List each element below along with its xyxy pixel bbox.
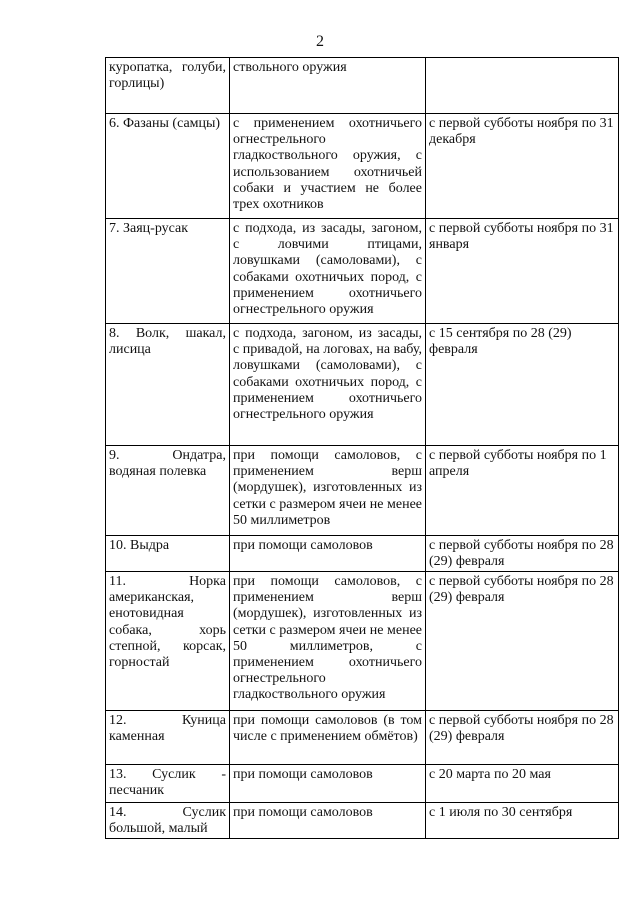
method-cell: с применением охотничьего огнестрельного гладкоствольного оружия, с использованием охотничьей собаки и участием не более трех охотников [230,114,426,219]
table-row [106,114,619,219]
table-row [106,58,619,114]
table-row [106,572,619,711]
table-row [106,536,619,572]
species-cell: 14. Суслик большой, малый [106,803,230,839]
period-cell: с первой субботы ноября по 28 (29) февраля [426,536,619,572]
table-row [106,219,619,324]
species-cell: 9. Ондатра, водяная полевка [106,446,230,536]
method-cell: при помощи самоловов [230,765,426,803]
table-row [106,324,619,446]
method-cell: ствольного оружия [230,58,426,114]
species-cell: 7. Заяц-русак [106,219,230,324]
table-row [106,803,619,839]
period-cell: с 20 марта по 20 мая [426,765,619,803]
method-cell: с подхода, из засады, загоном, с ловчими птицами, ловушками (самоловами), с собаками охотничьих пород, с применением охотничьего огнестрельного оружия [230,219,426,324]
species-cell: куропатка, голуби, горлицы) [106,58,230,114]
table-row [106,765,619,803]
hunting-periods-table [105,57,619,839]
method-cell: при помощи самоловов [230,536,426,572]
method-cell: при помощи самоловов [230,803,426,839]
period-cell: с первой субботы ноября по 31 января [426,219,619,324]
period-cell: с первой субботы ноября по 28 (29) февраля [426,711,619,765]
table-row [106,446,619,536]
species-cell: 10. Выдра [106,536,230,572]
period-cell: с первой субботы ноября по 1 апреля [426,446,619,536]
method-cell: при помощи самоловов (в том числе с применением обмётов) [230,711,426,765]
species-cell: 8. Волк, шакал, лисица [106,324,230,446]
method-cell: при помощи самоловов, с применением верш (мордушек), изготовленных из сетки с размером ячеи не менее 50 миллиметров, с применением охотничьего огнестрельного гладкоствольного оружия [230,572,426,711]
species-cell: 6. Фазаны (самцы) [106,114,230,219]
species-cell: 13. Суслик - песчаник [106,765,230,803]
method-cell: при помощи самоловов, с применением верш (мордушек), изготовленных из сетки с размером ячеи не менее 50 миллиметров [230,446,426,536]
period-cell: с 15 сентября по 28 (29) февраля [426,324,619,446]
period-cell [426,58,619,114]
species-cell: 12. Куница каменная [106,711,230,765]
period-cell: с 1 июля по 30 сентября [426,803,619,839]
species-cell: 11. Норка американская, енотовидная собака, хорь степной, корсак, горностай [106,572,230,711]
method-cell: с подхода, загоном, из засады, с привадой, на логовах, на вабу, ловушками (самоловами), с собаками охотничьих пород, с применением охотничьего огнестрельного оружия [230,324,426,446]
page-number: 2 [316,33,324,50]
period-cell: с первой субботы ноября по 28 (29) февраля [426,572,619,711]
period-cell: с первой субботы ноября по 31 декабря [426,114,619,219]
table-row [106,711,619,765]
